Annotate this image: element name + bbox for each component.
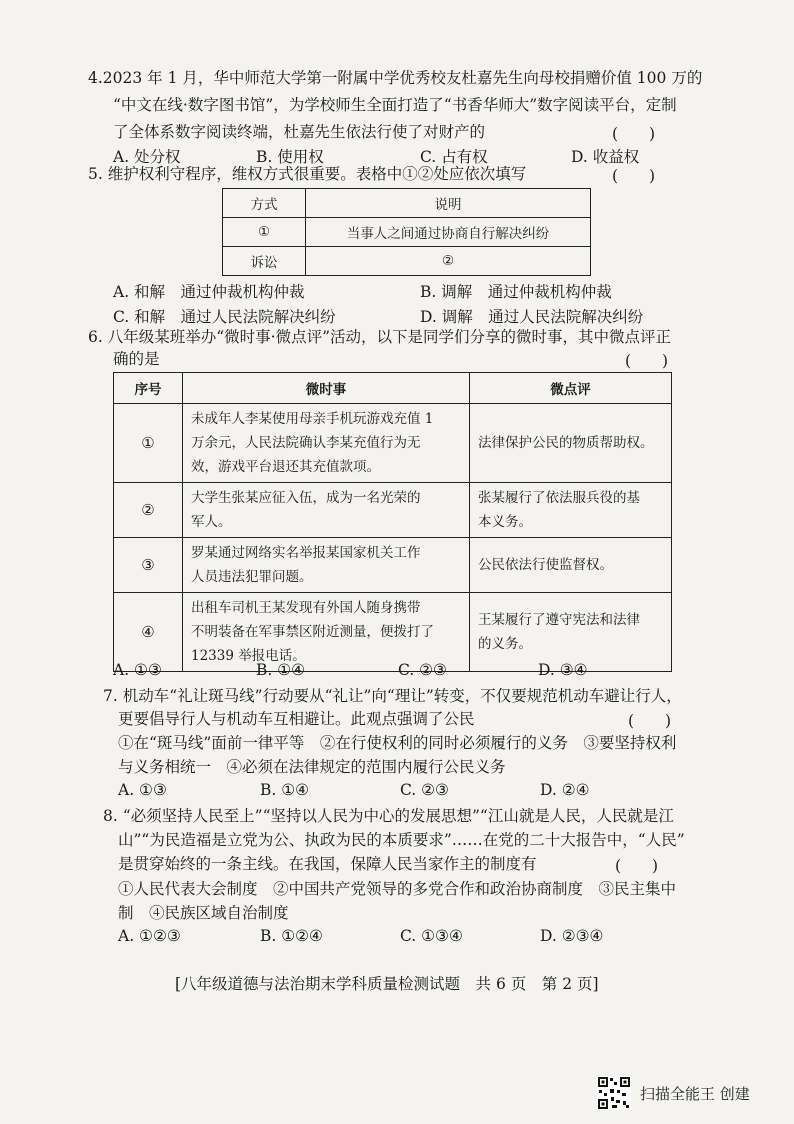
event-line: 12339 举报电话。 (191, 648, 306, 664)
q7-answer-paren: ( ) (628, 712, 672, 730)
event-cell (183, 404, 470, 483)
table-row (114, 593, 672, 672)
table-cell: 说明 (306, 189, 591, 218)
table-row (114, 483, 672, 538)
q5-option-b: B. 调解 通过仲裁机构仲裁 (420, 283, 612, 301)
q7-option-a: A. ①③ (118, 781, 167, 799)
q4-line-1: 4.2023 年 1 月，华中师范大学第一附属中学优秀校友杜嘉先生向母校捐赠价值 100 万的 (88, 69, 703, 87)
comment-cell (470, 593, 672, 672)
comment-line: 公民依法行使监督权。 (478, 557, 613, 573)
comment-cell (470, 483, 672, 538)
q8-line-3: 是贯穿始终的一条主线。在我国，保障人民当家作主的制度有 (118, 855, 537, 873)
event-line: 人员违法犯罪问题。 (191, 569, 313, 585)
table-row (223, 218, 591, 247)
q8-option-c: C. ①③④ (400, 927, 463, 945)
q8-line-2: 山”“为民造福是立党为公、执政为民的本质要求”……在党的二十大报告中，“人民” (118, 831, 685, 849)
q4-option-b: B. 使用权 (256, 148, 324, 166)
table-cell: 当事人之间通过协商自行解决纠纷 (306, 218, 591, 247)
q7-option-b: B. ①④ (260, 781, 310, 799)
scanner-brand-label: 扫描全能王 创建 (640, 1085, 750, 1103)
q5-answer-paren: ( ) (612, 167, 656, 185)
q6-line-1: 6. 八年级某班举办“微时事·微点评”活动，以下是同学们分享的微时事，其中微点评正 (88, 328, 671, 346)
q6-answer-paren: ( ) (625, 352, 669, 370)
q6-option-d: D. ③④ (538, 661, 588, 679)
table-header-row (114, 373, 672, 404)
comment-line: 张某履行了依法服兵役的基 (478, 490, 640, 506)
q6-line-2: 确的是 (113, 350, 160, 368)
q8-line-4: ①人民代表大会制度 ②中国共产党领导的多党合作和政治协商制度 ③民主集中 (118, 880, 677, 898)
event-line: 不明装备在军事禁区附近测量，便拨打了 (191, 624, 434, 640)
q7-option-d: D. ②④ (540, 781, 590, 799)
q5-option-c: C. 和解 通过人民法院解决纠纷 (113, 308, 336, 326)
q6-option-a: A. ①③ (113, 661, 162, 679)
event-line: 效，游戏平台退还其充值款项。 (191, 459, 380, 475)
event-line: 大学生张某应征入伍，成为一名光荣的 (191, 490, 421, 506)
row-number: ③ (114, 538, 183, 593)
event-line: 罗某通过网络实名举报某国家机关工作 (191, 545, 421, 561)
table-row (114, 404, 672, 483)
q5-table (222, 188, 591, 276)
q7-line-1: 7. 机动车“礼让斑马线”行动要从“礼让”向“理让”转变，不仅要规范机动车避让行人， (103, 687, 682, 705)
event-cell (183, 538, 470, 593)
event-line: 万余元，人民法院确认李某充值行为无 (191, 435, 421, 451)
q7-line-4: 与义务相统一 ④必须在法律规定的范围内履行公民义务 (118, 758, 506, 776)
q8-answer-paren: ( ) (615, 857, 659, 875)
q4-answer-paren: ( ) (612, 125, 656, 143)
q4-option-c: C. 占有权 (420, 148, 488, 166)
comment-cell (470, 404, 672, 483)
comment-line: 王某履行了遵守宪法和法律 (478, 612, 640, 628)
q7-line-2: 更要倡导行人与机动车互相避让。此观点强调了公民 (118, 710, 475, 728)
page-footer: [八年级道德与法治期末学科质量检测试题 共 6 页 第 2 页] (175, 975, 599, 993)
q6-option-b: B. ①④ (256, 661, 306, 679)
table-header: 微时事 (183, 373, 470, 404)
q7-line-3: ①在“斑马线”面前一律平等 ②在行使权利的同时必须履行的义务 ③要坚持权利 (118, 734, 677, 752)
row-number: ① (114, 404, 183, 483)
table-cell: ② (306, 247, 591, 276)
table-row (223, 247, 591, 276)
q8-option-a: A. ①②③ (118, 927, 181, 945)
event-cell (183, 483, 470, 538)
q8-line-5: 制 ④民族区域自治制度 (118, 904, 289, 922)
table-cell: 方式 (223, 189, 306, 218)
event-line: 军人。 (191, 514, 232, 530)
table-row (114, 538, 672, 593)
q8-option-d: D. ②③④ (540, 927, 604, 945)
q8-option-b: B. ①②④ (260, 927, 323, 945)
event-line: 未成年人李某使用母亲手机玩游戏充值 1 (191, 411, 434, 427)
comment-cell (470, 538, 672, 593)
q4-option-a: A. 处分权 (113, 148, 181, 166)
q4-line-3: 了全体系数字阅读终端，杜嘉先生依法行使了对财产的 (113, 123, 486, 141)
table-cell: ① (223, 218, 306, 247)
event-line: 出租车司机王某发现有外国人随身携带 (191, 600, 421, 616)
comment-line: 本义务。 (478, 514, 532, 530)
table-cell: 诉讼 (223, 247, 306, 276)
table-header: 微点评 (470, 373, 672, 404)
row-number: ④ (114, 593, 183, 672)
q7-option-c: C. ②③ (400, 781, 449, 799)
q8-line-1: 8. “必须坚持人民至上”“坚持以人民为中心的发展思想”“江山就是人民，人民就是江 (103, 807, 674, 825)
table-row (223, 189, 591, 218)
q5-line-1: 5. 维护权利守程序，维权方式很重要。表格中①②处应依次填写 (88, 165, 527, 183)
event-cell (183, 593, 470, 672)
q5-option-a: A. 和解 通过仲裁机构仲裁 (113, 283, 305, 301)
q6-option-c: C. ②③ (398, 661, 447, 679)
table-header: 序号 (114, 373, 183, 404)
comment-line: 的义务。 (478, 636, 532, 652)
qr-code-icon (597, 1076, 631, 1110)
q4-option-d: D. 收益权 (571, 148, 640, 166)
row-number: ② (114, 483, 183, 538)
q5-option-d: D. 调解 通过人民法院解决纠纷 (420, 308, 644, 326)
comment-line: 法律保护公民的物质帮助权。 (478, 435, 654, 451)
q6-table (113, 372, 672, 672)
q4-line-2: “中文在线·数字图书馆”，为学校师生全面打造了“书香华师大”数字阅读平台，定制 (113, 96, 677, 114)
